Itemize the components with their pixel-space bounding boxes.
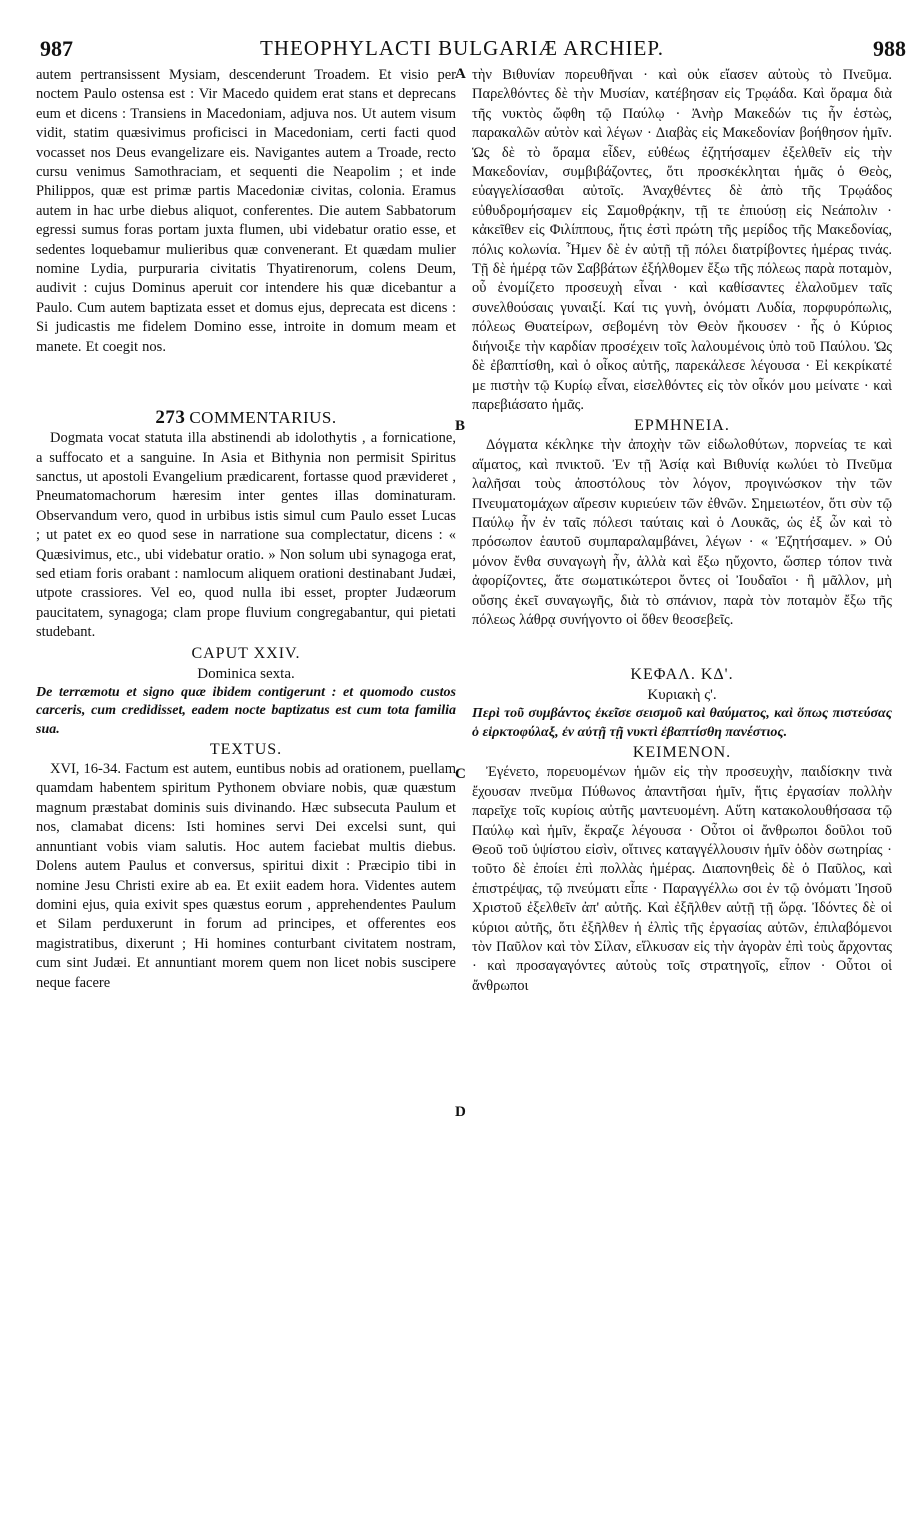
latin-column <box>36 66 456 993</box>
margin-letter-d: D <box>455 1104 466 1120</box>
latin-text-heading: TEXTUS. <box>209 741 283 759</box>
latin-commentary-title: COMMENTARIUS. <box>189 408 337 428</box>
margin-letter-b: B <box>455 418 466 434</box>
page-header <box>0 0 924 64</box>
greek-chapter-summary: Περὶ τοῦ συμβάντος ἐκεῖσε σεισμοῦ καὶ θαύματος, καὶ ὅπως πιστεύσας ὁ εἱρκτοφύλαξ, ἐν αὐτῇ τῇ νυκτὶ ἐβαπτίσθη πανέστιος. <box>472 706 892 740</box>
latin-text-body-content: Factum est autem, euntibus nobis ad orationem, puellam quamdam habentem spiritum Pythonem obviare nobis, quæ quæstum magnum præstabat dominis suis divinando. Hæc subsecuta Paulum et nos, clamabat dicens: Isti homines servi Dei excelsi sunt, qui annuntiant vobis viam salutis. Hoc autem faciebat multis diebus. Dolens autem Paulus et conversus, spiritui dixit : Præcipio tibi in nomine Jesu Christi exire ab ea. Et exiit eadem hora. Videntes autem domini ejus, quia exivit spes quæstus eorum , apprehendentes Paulum et Silam perduxerunt in forum ad principes, et offerentes eos magistratibus, dixerunt ; Hi homines conturbant civitatem nostram, cum sint Judæi. Et annuntiant morem quem non licet nobis suscipere neque facere <box>36 761 456 991</box>
greek-chapter-heading: ΚΕΦΑΛ. ΚΔ'. <box>630 666 734 684</box>
greek-text-paragraph: τὴν Βιθυνίαν πορευθῆναι · καὶ οὐκ εἴασεν αὐτοὺς τὸ Πνεῦμα. Παρελθόντες δὲ τὴν Μυσίαν, κατέβησαν εἰς Τρῳάδα. Καὶ ὅραμα διὰ τῆς νυκτὸς ὤφθη τῷ Παύλῳ · Ἀνὴρ Μακεδών τις ἦν ἑστὼς, παρακαλῶν αὐτὸν καὶ λέγων · Διαβὰς εἰς Μακεδονίαν βοήθησον ἡμῖν. Ὡς δὲ τὸ ὅραμα εἶδεν, εὐθέως ἐζητήσαμεν ἐξελθεῖν εἰς τὴν Μακεδονίαν, συμβιβάζοντες, ὅτι προσκέκληται ἡμᾶς ὁ Θεὸς, εὐαγγελίσασθαι αὐτοῖς. Ἀναχθέντες δὲ ἀπὸ τῆς Τρῳάδος εὐθυδρομήσαμεν εἰς Σαμοθρᾴκην, τῇ τε ἐπιούσῃ εἰς Νεάπολιν · κἀκεῖθεν εἰς Φιλίππους, ἥτις ἐστὶ πρώτη τῆς μερίδος τῆς Μακεδονίας, πόλις κολωνία. Ἦμεν δὲ ἐν αὐτῇ τῇ πόλει διατρίβοντες ἡμέρας τινάς. Τῇ δὲ ἡμέρᾳ τῶν Σαββάτων ἐξήλθομεν ἔξω τῆς πόλεως παρὰ ποταμὸν, οὗ ἐνομίζετο προσευχὴ εἶναι · καὶ καθίσαντες ἐλαλοῦμεν ταῖς συνελθούσαις γυναιξί. Καί τις γυνὴ, ὀνόματι Λυδία, πορφυρόπωλις, πόλεως Θυατείρων, σεβομένη τὸν Θεὸν ἤκουσεν · ἧς ὁ Κύριος διήνοιξε τὴν καρδίαν προσέχειν τοῖς λαλουμένοις ὑπὸ τοῦ Παύλου. Ὡς δὲ ἐβαπτίσθη, καὶ ὁ οἶκος αὐτῆς, παρεκάλεσε λέγουσα · Εἰ κεκρίκατέ με πιστὴν τῷ Κυρίῳ εἶναι, εἰσελθόντες εἰς τὸν οἶκόν μου μείνατε · καὶ παρεβιάσατο ἡμᾶς. <box>472 67 892 413</box>
margin-letter-c: C <box>455 766 466 782</box>
margin-letter-a: A <box>455 66 466 82</box>
left-page-number: 987 <box>40 36 73 61</box>
greek-text-heading: ΚΕΙΜΕΝΟΝ. <box>632 744 732 762</box>
running-title: THEOPHYLACTI BULGARIÆ ARCHIEP. <box>260 36 664 60</box>
latin-chapter-summary: De terræmotu et signo quæ ibidem contigerunt : et quomodo custos carceris, cum credidisset, eadem nocte baptizatus est cum tota familia sua. <box>36 684 456 737</box>
greek-chapter-subheading: Κυριακὴ ς'. <box>647 687 717 704</box>
greek-text-body: Ἐγένετο, πορευομένων ἡμῶν εἰς τὴν προσευχὴν, παιδίσκην τινὰ ἔχουσαν πνεῦμα Πύθωνος ἀπαντῆσαι ἡμῖν, ἥτις ἐργασίαν πολλὴν παρεῖχε τοῖς κυρίοις αὐτῆς μαντευομένη. Αὕτη κατακολουθήσασα τῷ Παύλῳ καὶ ἡμῖν, ἔκραζε λέγουσα · Οὗτοι οἱ ἄνθρωποι δοῦλοι τοῦ Θεοῦ τοῦ ὑψίστου εἰσὶν, οἵτινες καταγγέλλουσιν ἡμῖν ὁδὸν σωτηρίας · τοῦτο δὲ ἐποίει ἐπὶ πολλὰς ἡμέρας. Διαπονηθεὶς δὲ ὁ Παῦλος, καὶ ἐπιστρέψας, τῷ πνεύματι εἶπε · Παραγγέλλω σοι ἐν τῷ ὀνόματι Ἰησοῦ Χριστοῦ ἐξελθεῖν ἀπ' αὐτῆς. Καὶ ἐξῆλθεν αὐτῇ τῇ ὥρᾳ. Ἰδόντες δὲ οἱ κύριοι αὐτῆς, ὅτι ἐξῆλθεν ἡ ἐλπὶς τῆς ἐργασίας αὐτῶν, ἐπιλαβόμενοι τὸν Παῦλον καὶ τὸν Σίλαν, εἵλκυσαν εἰς τὴν ἀγορὰν ἐπὶ τοὺς ἄρχοντας · καὶ προσαγαγόντες αὐτοὺς τοῖς στρατηγοῖς, εἶπον · Οὗτοι οἱ ἄνθρωποι <box>472 764 892 994</box>
latin-text-reference: XVI, 16-34. <box>50 761 121 778</box>
latin-commentary-heading <box>36 407 456 429</box>
right-page-number: 988 <box>873 36 906 61</box>
latin-text-body <box>36 760 456 993</box>
greek-column <box>472 66 892 996</box>
commentary-column-number: 273 <box>155 407 186 429</box>
latin-text-paragraph: autem pertransissent Mysiam, descenderunt Troadem. Et visio per noctem Paulo ostensa est : Vir Macedo quidem erat stans et deprecans eum et dicens : Transiens in Macedoniam, adjuva nos. Ut autem visum vidit, statim quæsivimus proficisci in Macedoniam, certi facti quod vocasset nos Deus evangelizare eis. Navigantes autem a Troade, recto cursu venimus Samothraciam, et sequenti die Neapolim ; et inde Philippos, quæ est primæ partis Macedoniæ civitas, colonia. Eramus autem in hac urbe diebus aliquot, conferentes. Die autem Sabbatorum egressi sumus foras portam juxta flumen, ubi videbatur oratio esse, et sedentes loquebamur mulieribus quæ convenerant. Et quædam mulier nomine Lydia, purpuraria civitatis Thyatirenorum, colens Deum, audivit : cujus Dominus aperuit cor intendere his quæ dicebantur a Paulo. Cum autem baptizata esset et domus ejus, deprecata est dicens : Si judicastis me fidelem Domino esse, introite in domum meam et manete. Et coegit nos. <box>36 67 456 355</box>
latin-chapter-subheading: Dominica sexta. <box>197 665 295 682</box>
greek-commentary-heading: ΕΡΜΗΝΕΙΑ. <box>634 417 730 435</box>
latin-chapter-heading: CAPUT XXIV. <box>191 644 301 662</box>
latin-commentary: Dogmata vocat statuta illa abstinendi ab idolothytis , a fornicatione, a suffocato et a sanguine. In Asia et Bithynia non permisit Spiritus sanctus, ut apostoli Evangelium prædicarent, fortasse quod prævideret , Pneumatomachorum hæresim inter gentes illas dominaturam. Observandum vero, quod in urbibus istis simul cum Paulo esset Lucas ; ut patet ex eo quod sese in narratione sua complectatur, dicens : « Quæsivimus, etc., ubi videbatur oratio. » Non solum ubi synagoga erat, sed etiam foris orabant : namlocum aliquem orationi destinabant Judæi, utpote crassiores. Vel eo, quod nulla ibi esset, propter Judæorum paucitatem, synagoga; clam prope fluvium congregabantur, qui pietati studebant. <box>36 430 456 641</box>
greek-commentary: Δόγματα κέκληκε τὴν ἀποχὴν τῶν εἰδωλοθύτων, πορνείας τε καὶ αἵματος, καὶ πνικτοῦ. Ἐν τῇ Ἀσίᾳ καὶ Βιθυνίᾳ κωλύει τὸ Πνεῦμα λαλῆσαι τοὺς ἀποστόλους τὸν λόγον, προγινώσκον τὴν τῶν Πνευματομάχων αἵρεσιν κυριεύειν τῶν ἐθνῶν. Σημειωτέον, ὅτι σὺν τῷ Παύλῳ ἦν ἐν ταῖς πόλεσι ταύταις καὶ ὁ Λουκᾶς, ὡς ἐξ ὧν καὶ τὸ πρόσωπον ἑαυτοῦ συμπαραλαμβάνει, λέγων · « Ἐζητήσαμεν. » Οὐ μόνον ἔνθα συναγωγὴ ἦν, ἀλλὰ καὶ ἔξω ηὔχοντο, ὥσπερ τόπον τινὰ ἀφορίζοντες, ἅτε σωματικώτεροι ὄντες οἱ Ἰουδαῖοι · ἢ μᾶλλον, μὴ οὔσης ἐκεῖ συναγωγῆς, διὰ τὸ σπάνιον, παρὰ τὸν ποταμὸν ἔξω τῆς πόλεως λάθρᾳ συνήγοντο οἱ ὅθεν θεοσεβεῖς. <box>472 437 892 628</box>
